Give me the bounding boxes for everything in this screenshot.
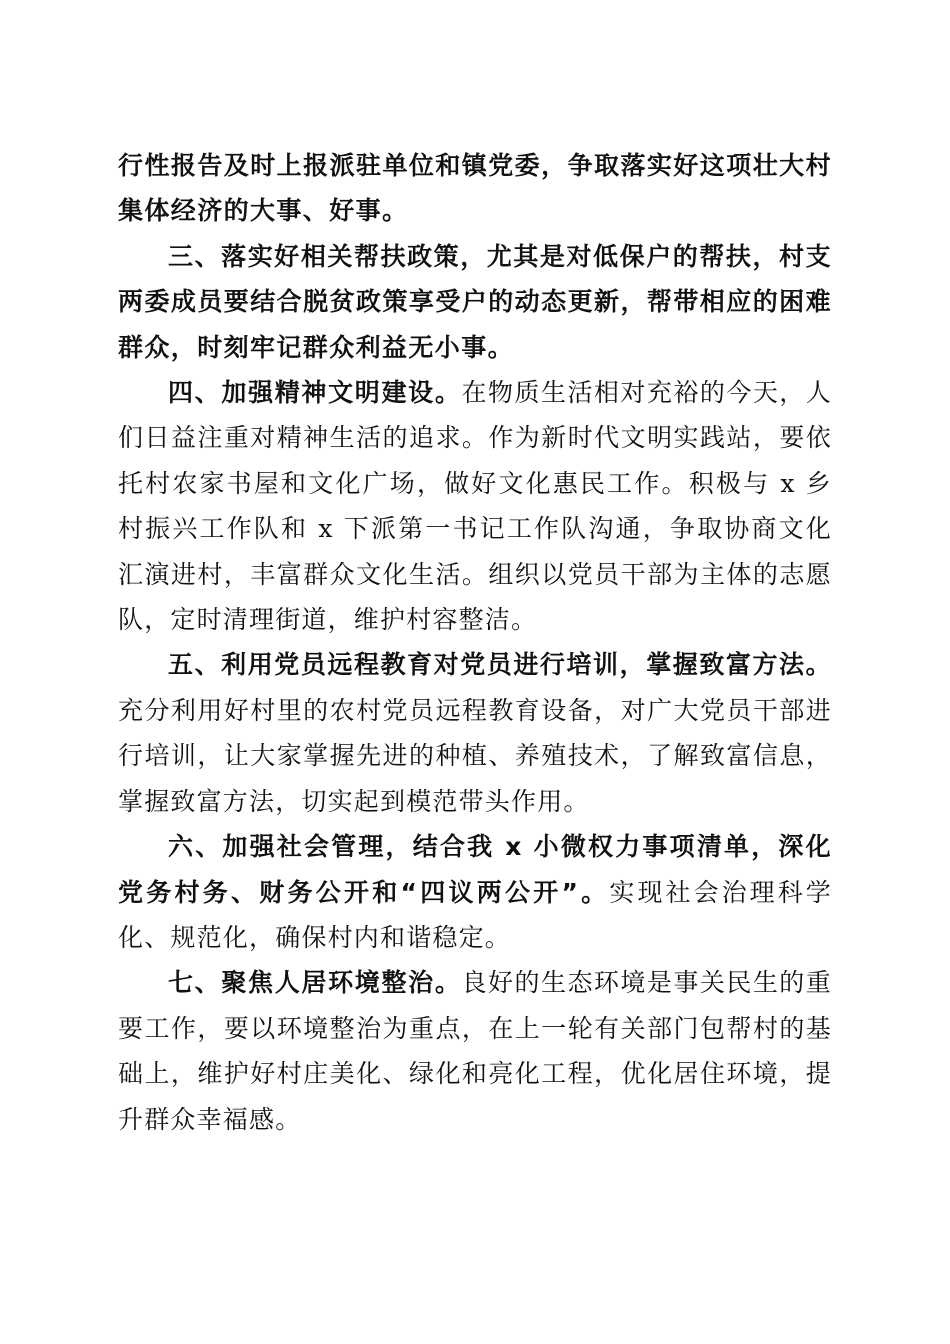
section-five-body: 充分利用好村里的农村党员远程教育设备，对广大党员干部进行培训，让大家掌握先进的种植、养殖技术，了解致富信息，掌握致富方法，切实起到模范带头作用。	[118, 695, 832, 816]
section-five-heading: 五、利用党员远程教育对党员进行培训，掌握致富方法。	[168, 650, 832, 680]
paragraph-section-four	[118, 370, 832, 642]
paragraph-section-three	[118, 234, 832, 370]
section-seven-heading: 七、聚焦人居环境整治。	[168, 968, 462, 998]
paragraph-section-five	[118, 642, 832, 824]
paragraph-continued-text: 行性报告及时上报派驻单位和镇党委，争取落实好这项壮大村集体经济的大事、好事。	[118, 151, 832, 226]
document-body	[118, 143, 832, 1142]
section-seven-body: 良好的生态环境是事关民生的重要工作，要以环境整治为重点，在上一轮有关部门包帮村的基础上，维护好村庄美化、绿化和亮化工程，优化居住环境，提升群众幸福感。	[118, 968, 832, 1134]
paragraph-section-six	[118, 824, 832, 960]
section-six-heading: 六、加强社会管理，结合我 x 小微权力事项清单，深化党务村务、财务公开和“四议两公开”。	[118, 832, 832, 907]
section-three-text: 三、落实好相关帮扶政策，尤其是对低保户的帮扶，村支两委成员要结合脱贫政策享受户的动态更新，帮带相应的困难群众，时刻牢记群众利益无小事。	[118, 241, 832, 362]
section-six-body: 实现社会治理科学化、规范化，确保村内和谐稳定。	[118, 877, 832, 952]
section-four-body: 在物质生活相对充裕的今天，人们日益注重对精神生活的追求。作为新时代文明实践站，要依托村农家书屋和文化广场，做好文化惠民工作。积极与 x 乡村振兴工作队和 x 下派第一书记工作队沟通，争取协商文化汇演进村，丰富群众文化生活。组织以党员干部为主体的志愿队，定时清理街道，维护村容整洁。	[118, 378, 832, 635]
paragraph-continued	[118, 143, 832, 234]
paragraph-section-seven	[118, 960, 832, 1142]
section-four-heading: 四、加强精神文明建设。	[168, 378, 462, 408]
